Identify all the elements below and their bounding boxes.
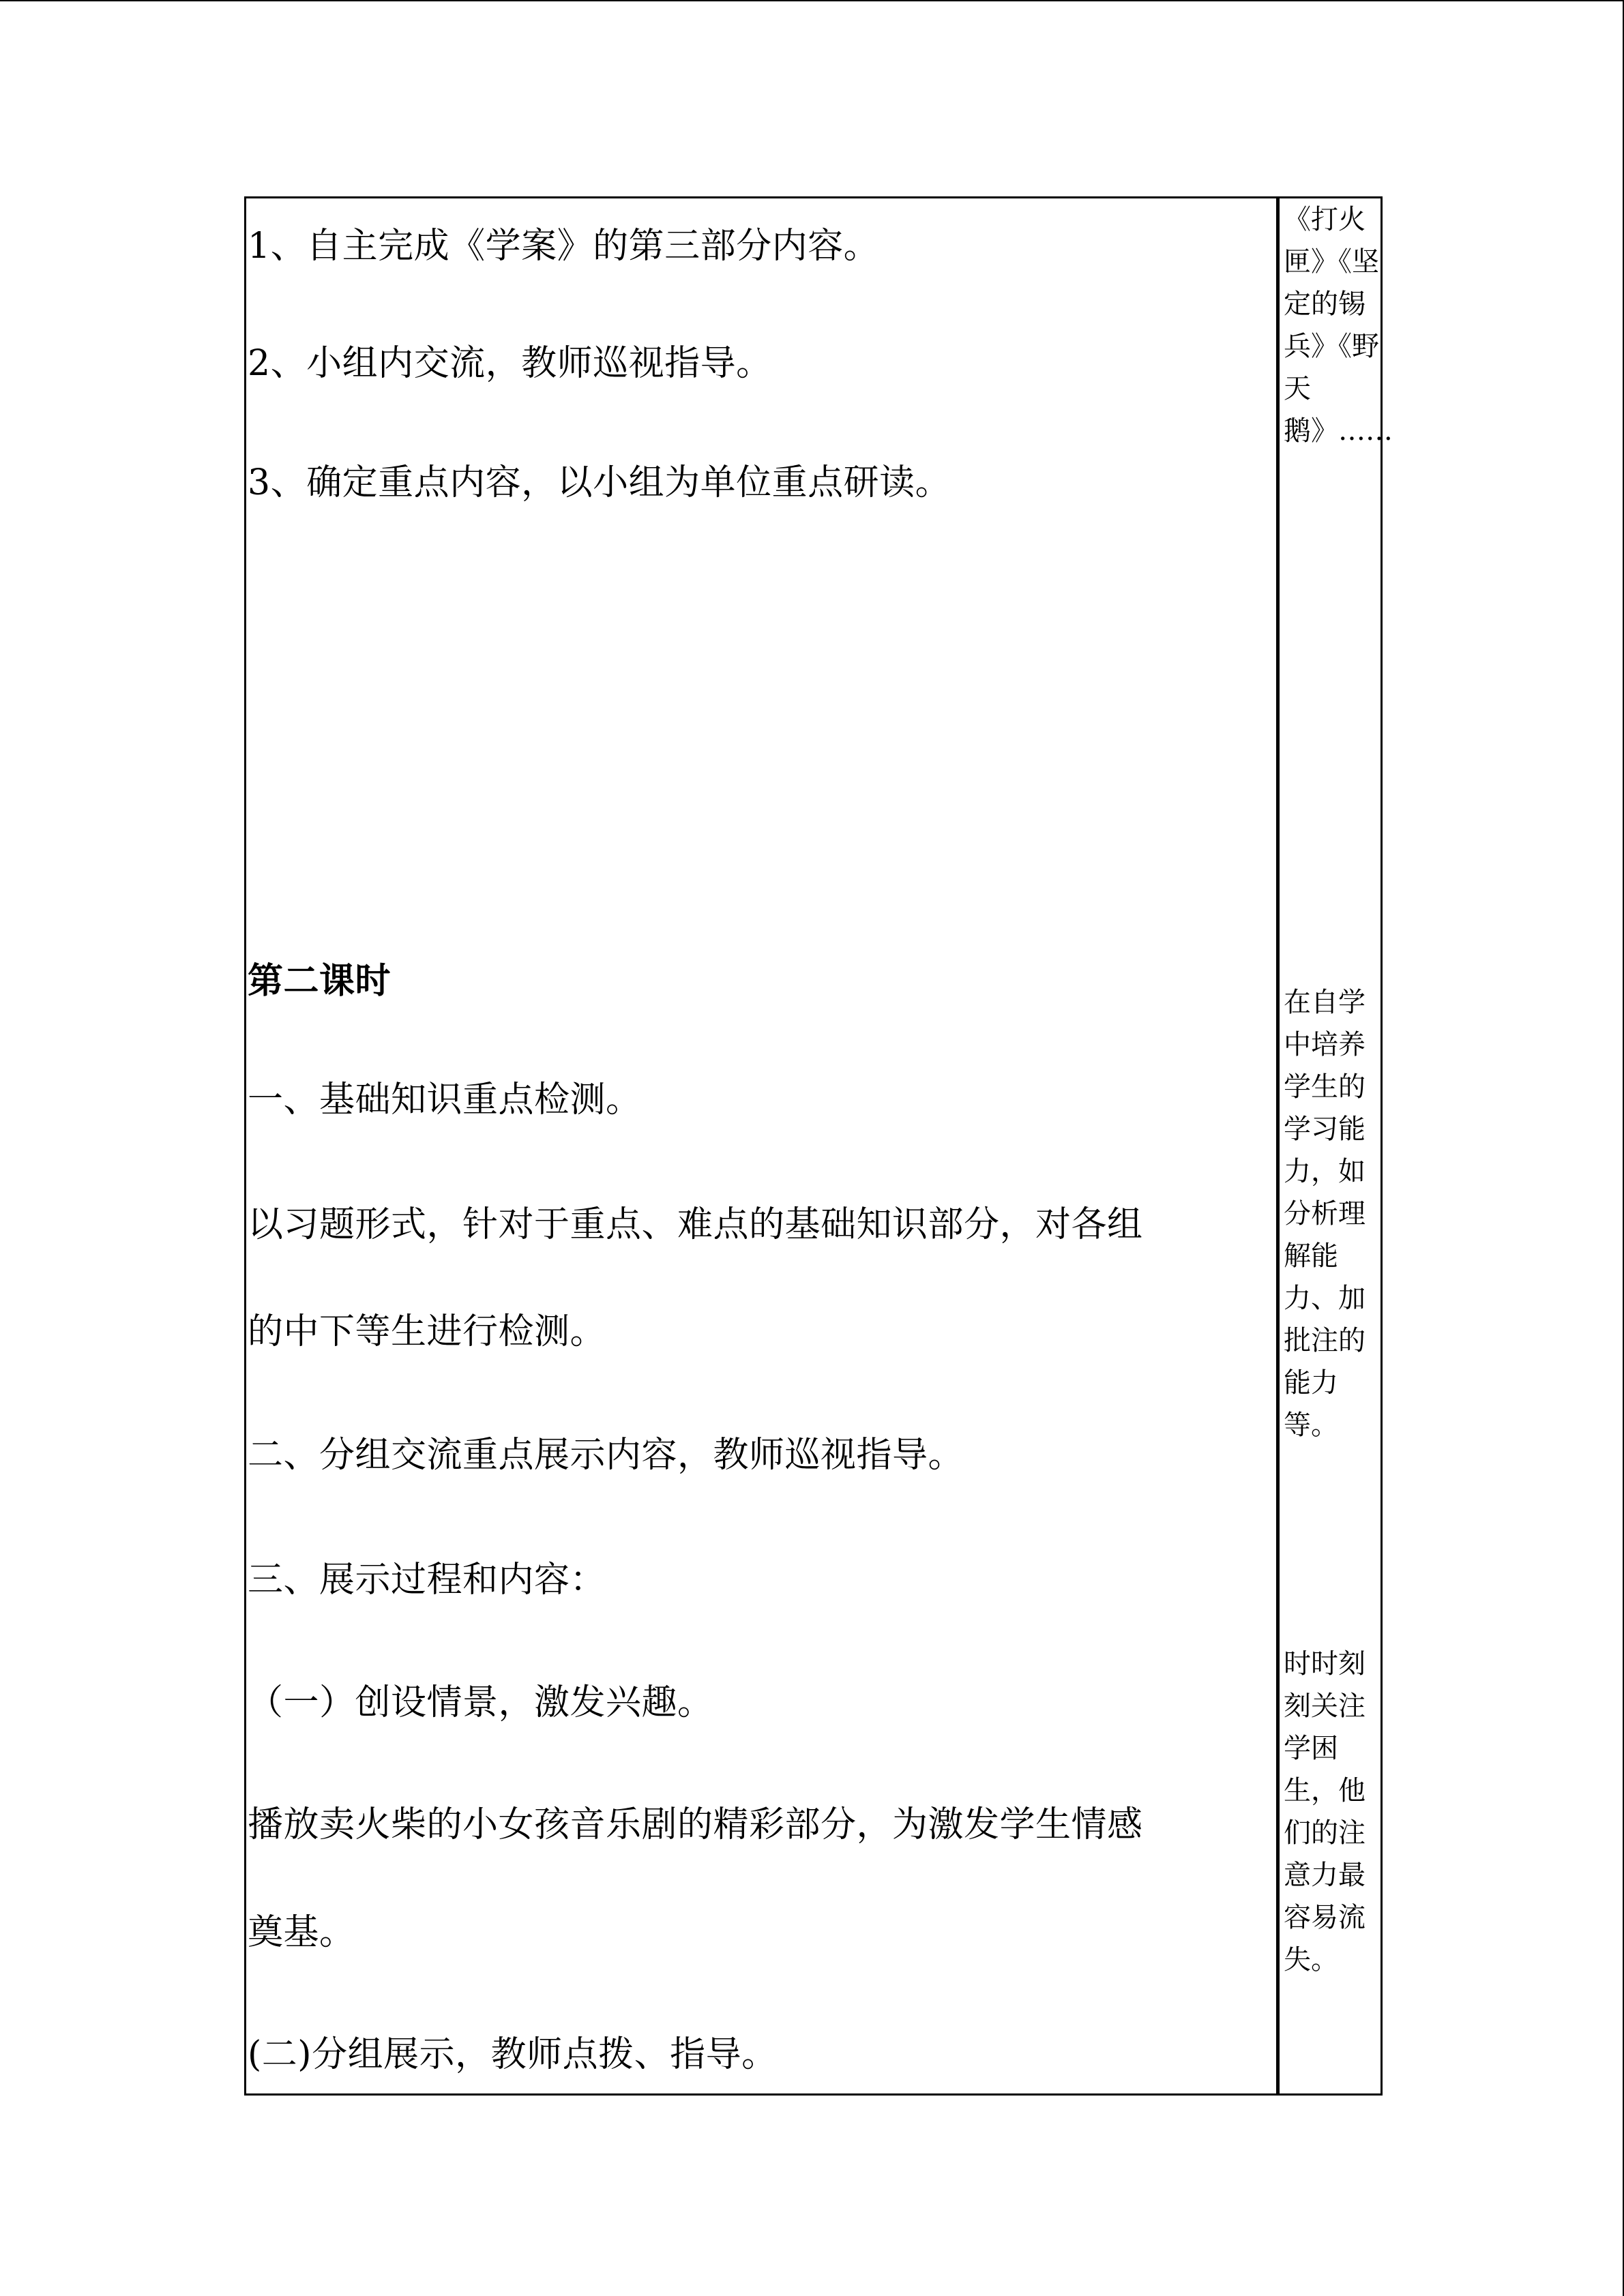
section-3-title: 三、展示过程和内容： [248, 1560, 606, 1600]
subsection-1-text-line-1: 播放卖火柴的小女孩音乐剧的精彩部分，为激发学生情感 [248, 1804, 1143, 1845]
subsection-1-title: （一）创设情景，激发兴趣。 [248, 1682, 713, 1723]
side-note-stories: 《打火匣》《坚定的锡兵》《野天鹅》…… [1284, 204, 1393, 447]
side-note-self-study: 在自学中培养学生的学习能力，如分析理解能力、加批注的能力等。 [1284, 987, 1365, 1441]
lesson-plan-table [244, 196, 1393, 2096]
section-1-text-line-1: 以习题形式，针对于重点、难点的基础知识部分，对各组 [248, 1204, 1143, 1245]
section-1-title: 一、基础知识重点检测。 [248, 1079, 642, 1120]
design-notes-cell [1280, 198, 1393, 2093]
step-3: 3、确定重点内容，以小组为单位重点研读。 [248, 462, 951, 503]
second-period-title: 第二课时 [248, 961, 392, 1002]
section-1-text-line-2: 的中下等生进行检测。 [248, 1311, 606, 1352]
section-2-title: 二、分组交流重点展示内容，教师巡视指导。 [248, 1435, 964, 1476]
teaching-process-cell [246, 198, 1276, 2093]
subsection-2-title: (二)分组展示，教师点拨、指导。 [248, 2034, 778, 2075]
step-2: 2、小组内交流，教师巡视指导。 [248, 343, 772, 384]
side-note-struggling-students: 时时刻刻关注学困生，他们的注意力最容易流失。 [1284, 1648, 1365, 1976]
step-1: 1、自主完成《学案》的第三部分内容。 [248, 226, 880, 267]
subsection-1-text-line-2: 奠基。 [248, 1912, 355, 1953]
